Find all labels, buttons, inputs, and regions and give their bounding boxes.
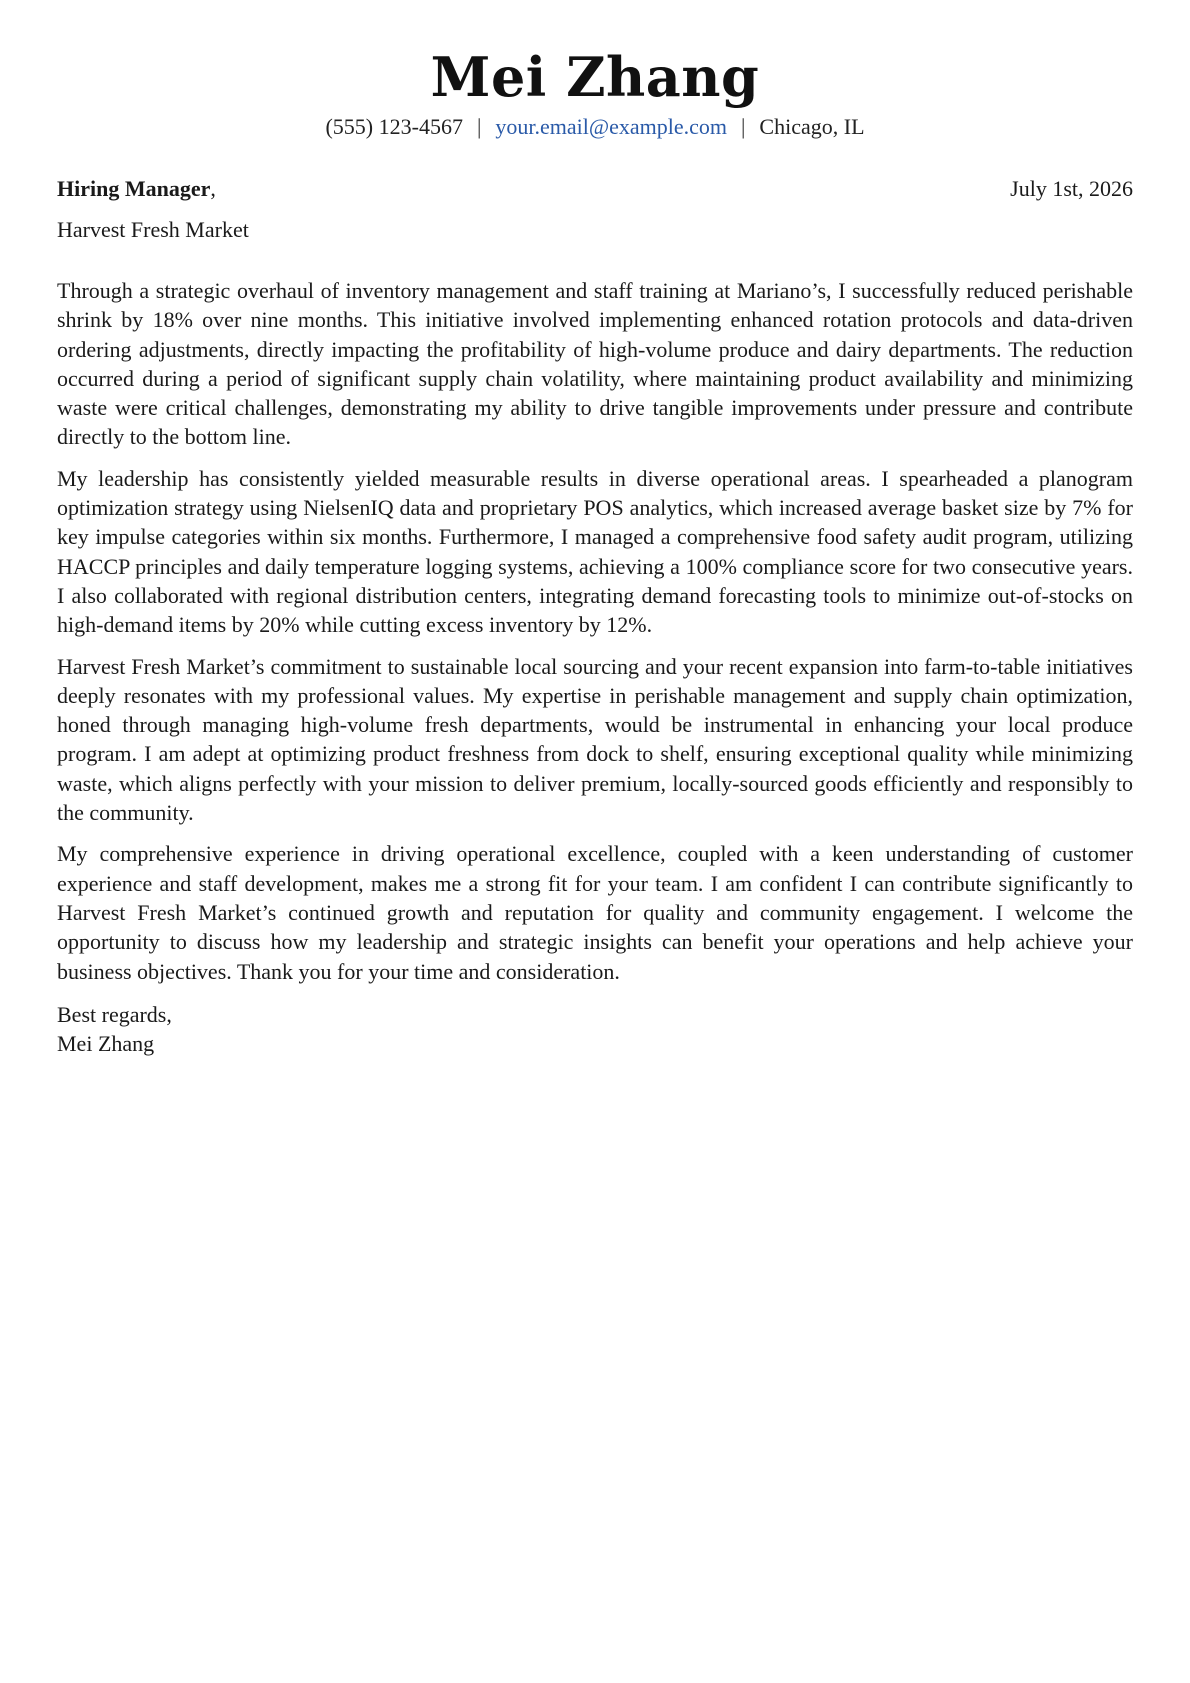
body-paragraph: My comprehensive experience in driving operational excellence, coupled with a keen understanding of customer experience and staff development, makes me a strong fit for your team. I am confident I can contribute significantly to Harvest Fresh Market’s continued growth and reputation for quality and community engagement. I welcome the opportunity to discuss how my leadership and strategic insights can benefit your operations and help achieve your business objectives. Thank you for your time and consideration. — [57, 841, 1133, 984]
cover-letter-page — [57, 0, 1133, 1683]
letter-date: July 1st, 2026 — [1010, 176, 1133, 201]
email-link[interactable]: your.email@example.com — [495, 114, 728, 139]
letter-body — [57, 276, 1133, 986]
location: Chicago, IL — [759, 114, 865, 139]
recipient-row — [57, 174, 1133, 204]
letter-closing — [57, 1000, 1133, 1059]
recipient-name-suffix: , — [210, 176, 216, 201]
letter-header — [57, 44, 1133, 142]
recipient-name: Hiring Manager — [57, 176, 211, 201]
contact-separator: | — [741, 114, 746, 139]
recipient-company: Harvest Fresh Market — [57, 217, 249, 242]
body-paragraph: My leadership has consistently yielded measurable results in diverse operational areas. I spearheaded a planogram optimization strategy using NielsenIQ data and proprietary POS analytics, which increased average basket size by 7% for key impulse categories within six months. Furthermore, I managed a comprehensive food safety audit program, utilizing HACCP principles and daily temperature logging systems, achieving a 100% compliance score for two consecutive years. I also collaborated with regional distribution centers, integrating demand forecasting tools to minimize out-of-stocks on high-demand items by 20% while cutting excess inventory by 12%. — [57, 465, 1133, 638]
sender-name: Mei Zhang — [430, 45, 760, 109]
phone-number: (555) 123-4567 — [325, 114, 463, 139]
closing-signature: Mei Zhang — [57, 1031, 155, 1057]
closing-salutation: Best regards, — [57, 1001, 172, 1027]
contact-separator: | — [476, 114, 482, 139]
body-paragraph: Harvest Fresh Market’s commitment to sustainable local sourcing and your recent expansion into farm-to-table initiatives deeply resonates with my professional values. My expertise in perishable management and supply chain optimization, honed through managing high-volume fresh departments, would be instrumental in enhancing your local produce program. I am adept at optimizing product freshness from dock to shelf, ensuring exceptional quality while minimizing waste, which aligns perfectly with your mission to deliver premium, locally-sourced goods efficiently and responsibly to the community. — [57, 653, 1133, 826]
contact-line — [57, 112, 1133, 142]
recipient-greeting — [57, 174, 216, 204]
body-paragraph: Through a strategic overhaul of inventory management and staff training at Mariano’s, I successfully reduced perishable shrink by 18% over nine months. This initiative involved implementing enhanced rotation protocols and data-driven ordering adjustments, directly impacting the profitability of high-volume produce and dairy departments. The reduction occurred during a period of significant supply chain volatility, where maintaining product availability and minimizing waste were critical challenges, demonstrating my ability to drive tangible improvements under pressure and contribute directly to the bottom line. — [57, 278, 1133, 450]
